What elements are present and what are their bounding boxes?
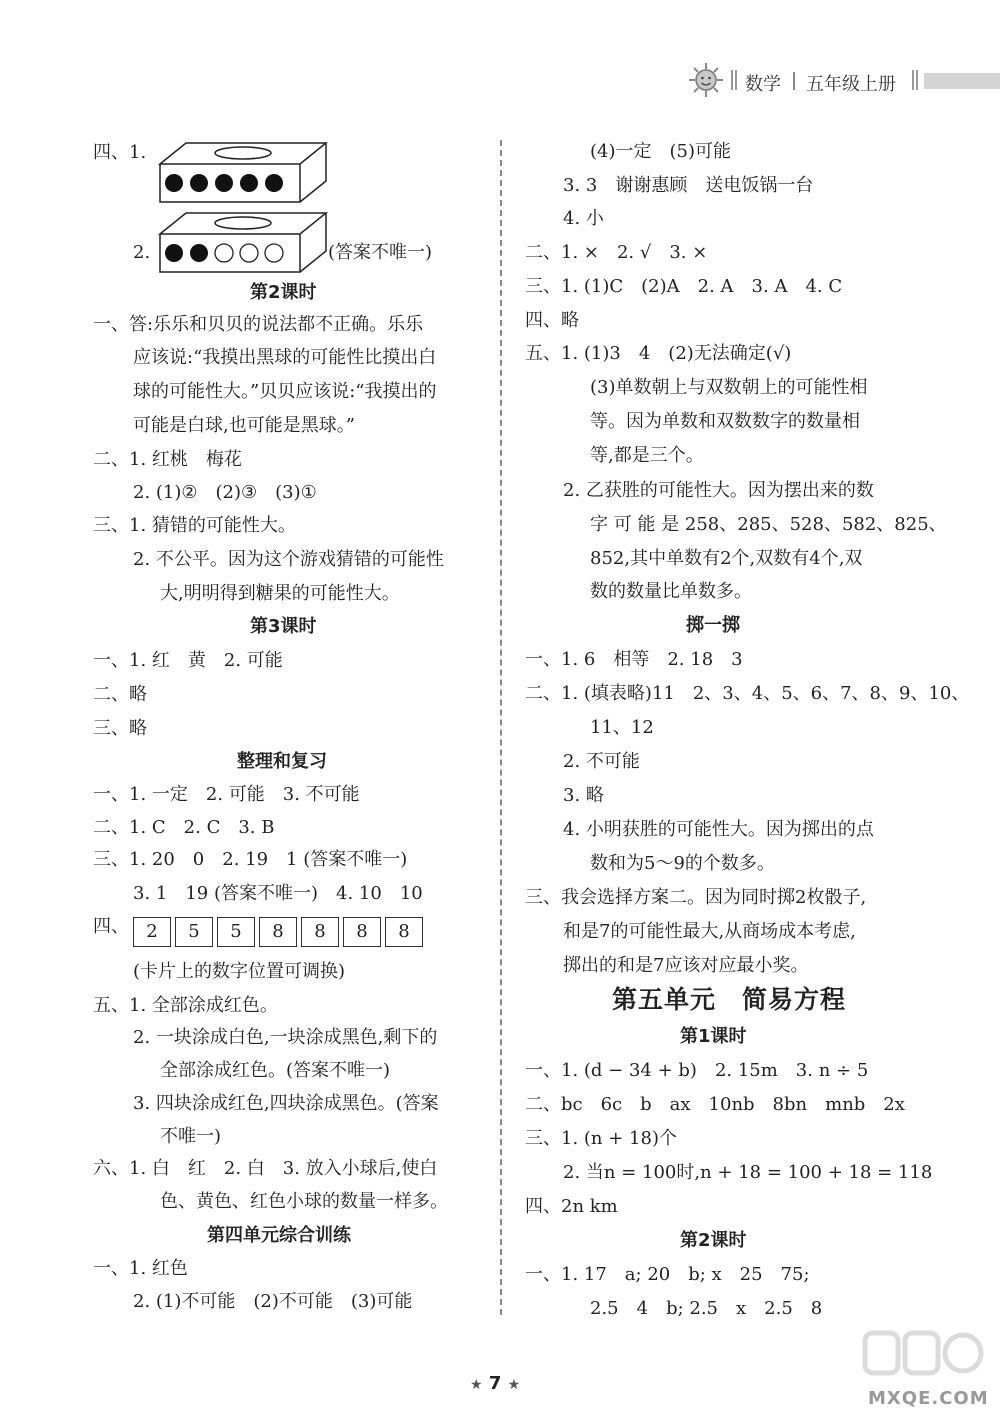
- left-answer-line: 一、1. 红色: [93, 1258, 188, 1279]
- header-grade: 五年级上册: [806, 74, 896, 95]
- header-bars-right: [912, 70, 920, 90]
- right-answer-line: 四、略: [525, 310, 579, 331]
- header-gray-bar: [924, 73, 1000, 89]
- left-answer-line: 四、1.: [93, 142, 147, 163]
- left-answer-line: 二、1. C 2. C 3. B: [93, 817, 275, 838]
- left-answer-line: 2. (1)不可能 (2)不可能 (3)可能: [133, 1291, 413, 1312]
- right-answer-line: 3. 3 谢谢惠顾 送电饭锅一台: [563, 175, 814, 196]
- right-answer-line: 三、我会选择方案二。因为同时掷2枚骰子,: [525, 887, 867, 908]
- right-answer-line: 4. 小: [563, 208, 604, 229]
- left-answer-line: 二、1. 红桃 梅花: [93, 449, 242, 470]
- right-answer-line: 二、1. (填表略)11 2、3、4、5、6、7、8、9、10、: [525, 683, 970, 704]
- right-answer-line: 11、12: [590, 717, 654, 738]
- left-answer-line: 全部涂成红色。(答案不唯一): [160, 1060, 391, 1081]
- right-answer-line: 一、1. 17 a; 20 b; x 25 75;: [525, 1264, 810, 1285]
- right-answer-line: 三、1. (1)C (2)A 2. A 3. A 4. C: [525, 276, 843, 297]
- right-answer-line: 字 可 能 是 258、285、528、582、825、: [590, 514, 947, 535]
- right-answer-line: 四、2n km: [525, 1196, 618, 1217]
- ball-box-mixed: [157, 210, 329, 274]
- right-answer-line: 2. 乙获胜的可能性大。因为摆出来的数: [563, 480, 874, 501]
- left-answer-line: 一、1. 红 黄 2. 可能: [93, 650, 283, 671]
- page-number: [470, 1373, 520, 1394]
- left-answer-line: 3. 1 19 (答案不唯一) 4. 10 10: [133, 883, 423, 904]
- left-answer-line: 2. (1)② (2)③ (3)①: [133, 482, 317, 503]
- left-answer-line: 球的可能性大。”贝贝应该说:“我摸出的: [133, 381, 437, 402]
- left-answer-line: 可能是白球,也可能是黑球。”: [133, 415, 355, 436]
- column-divider: [500, 140, 502, 1315]
- left-answer-line: 应该说:“我摸出黑球的可能性比摸出白: [133, 347, 437, 368]
- right-answer-line: 五、1. (1)3 4 (2)无法确定(√): [525, 343, 792, 364]
- right-answer-line: 2. 当n = 100时,n + 18 = 100 + 18 = 118: [563, 1162, 933, 1183]
- right-answer-line: 二、bc 6c b ax 10nb 8bn mnb 2x: [525, 1094, 905, 1115]
- left-answer-line: 3. 四块涂成红色,四块涂成黑色。(答案: [133, 1093, 439, 1114]
- header-bars: [731, 70, 741, 90]
- left-answer-line: 三、略: [93, 718, 147, 739]
- right-answer-line: 数的数量比单数多。: [590, 581, 752, 602]
- right-answer-line: 一、1. (d − 34 + b) 2. 15m 3. n ÷ 5: [525, 1060, 869, 1081]
- left-answer-line: (卡片上的数字位置可调换): [133, 961, 346, 982]
- number-card: 5: [175, 917, 213, 947]
- right-answer-line: 等。因为单数和双数数字的数量相: [590, 411, 860, 432]
- left-answer-line: 大,明明得到糖果的可能性大。: [160, 583, 400, 604]
- left-section-heading: 第四单元综合训练: [207, 1225, 351, 1246]
- number-card: 8: [301, 917, 339, 947]
- ball-box-all-black: [157, 140, 329, 204]
- left-answer-line: 四、: [93, 916, 129, 937]
- right-answer-line: 一、1. 6 相等 2. 18 3: [525, 649, 743, 670]
- number-card: 2: [133, 917, 171, 947]
- right-unit-title: 第五单元 简易方程: [612, 985, 847, 1014]
- right-answer-line: 三、1. (n + 18)个: [525, 1128, 677, 1149]
- left-answer-line: 2. 不公平。因为这个游戏猜错的可能性: [133, 549, 444, 570]
- left-answer-line: 2. 一块涂成白色,一块涂成黑色,剩下的: [133, 1027, 438, 1048]
- left-section-heading: 第2课时: [250, 282, 317, 303]
- number-card: 8: [259, 917, 297, 947]
- header-subject: 数学: [745, 74, 781, 95]
- left-answer-line: 一、1. 一定 2. 可能 3. 不可能: [93, 784, 360, 805]
- right-answer-line: 3. 略: [563, 785, 604, 806]
- page-number-value: 7: [488, 1373, 502, 1394]
- right-answer-line: 4. 小明获胜的可能性大。因为掷出的点: [563, 819, 874, 840]
- right-answer-line: 2. 不可能: [563, 751, 640, 772]
- right-answer-line: (4)一定 (5)可能: [590, 141, 731, 162]
- left-answer-line: 三、1. 猜错的可能性大。: [93, 515, 296, 536]
- right-section-heading: 第2课时: [680, 1230, 747, 1251]
- sun-logo-icon: [688, 62, 724, 98]
- right-answer-line: 等,都是三个。: [590, 445, 704, 466]
- left-section-heading: 整理和复习: [237, 751, 327, 772]
- page-header: [0, 62, 1000, 102]
- left-answer-line: 二、略: [93, 684, 147, 705]
- number-card: 8: [343, 917, 381, 947]
- right-section-heading: 第1课时: [680, 1026, 747, 1047]
- star-icon: ★: [470, 1377, 483, 1393]
- left-answer-line: 色、黄色、红色小球的数量一样多。: [160, 1191, 448, 1212]
- right-answer-line: 掷出的和是7应该对应最小奖。: [563, 955, 809, 976]
- left-answer-line: 2.: [133, 242, 151, 263]
- left-answer-line: (答案不唯一): [328, 242, 433, 263]
- number-card: 8: [385, 917, 423, 947]
- watermark-text: MXQE.COM: [868, 1388, 989, 1409]
- left-section-heading: 第3课时: [250, 616, 317, 637]
- right-answer-line: 852,其中单数有2个,双数有4个,双: [590, 548, 863, 569]
- right-section-heading: 掷一掷: [686, 615, 740, 636]
- star-icon: ★: [507, 1377, 521, 1393]
- number-card: 5: [217, 917, 255, 947]
- left-answer-line: 六、1. 白 红 2. 白 3. 放入小球后,使白: [93, 1158, 438, 1179]
- right-answer-line: 2.5 4 b; 2.5 x 2.5 8: [590, 1298, 823, 1319]
- right-answer-line: 和是7的可能性最大,从商场成本考虑,: [563, 921, 856, 942]
- left-answer-line: 五、1. 全部涂成红色。: [93, 995, 278, 1016]
- left-answer-line: 不唯一): [160, 1126, 222, 1147]
- left-answer-line: 三、1. 20 0 2. 19 1 (答案不唯一): [93, 849, 408, 870]
- right-answer-line: 二、1. × 2. √ 3. ×: [525, 242, 708, 263]
- header-separator: [793, 72, 795, 90]
- right-answer-line: (3)单数朝上与双数朝上的可能性相: [590, 377, 868, 398]
- right-answer-line: 数和为5～9的个数多。: [590, 853, 775, 874]
- left-answer-line: 一、答:乐乐和贝贝的说法都不正确。乐乐: [93, 314, 424, 335]
